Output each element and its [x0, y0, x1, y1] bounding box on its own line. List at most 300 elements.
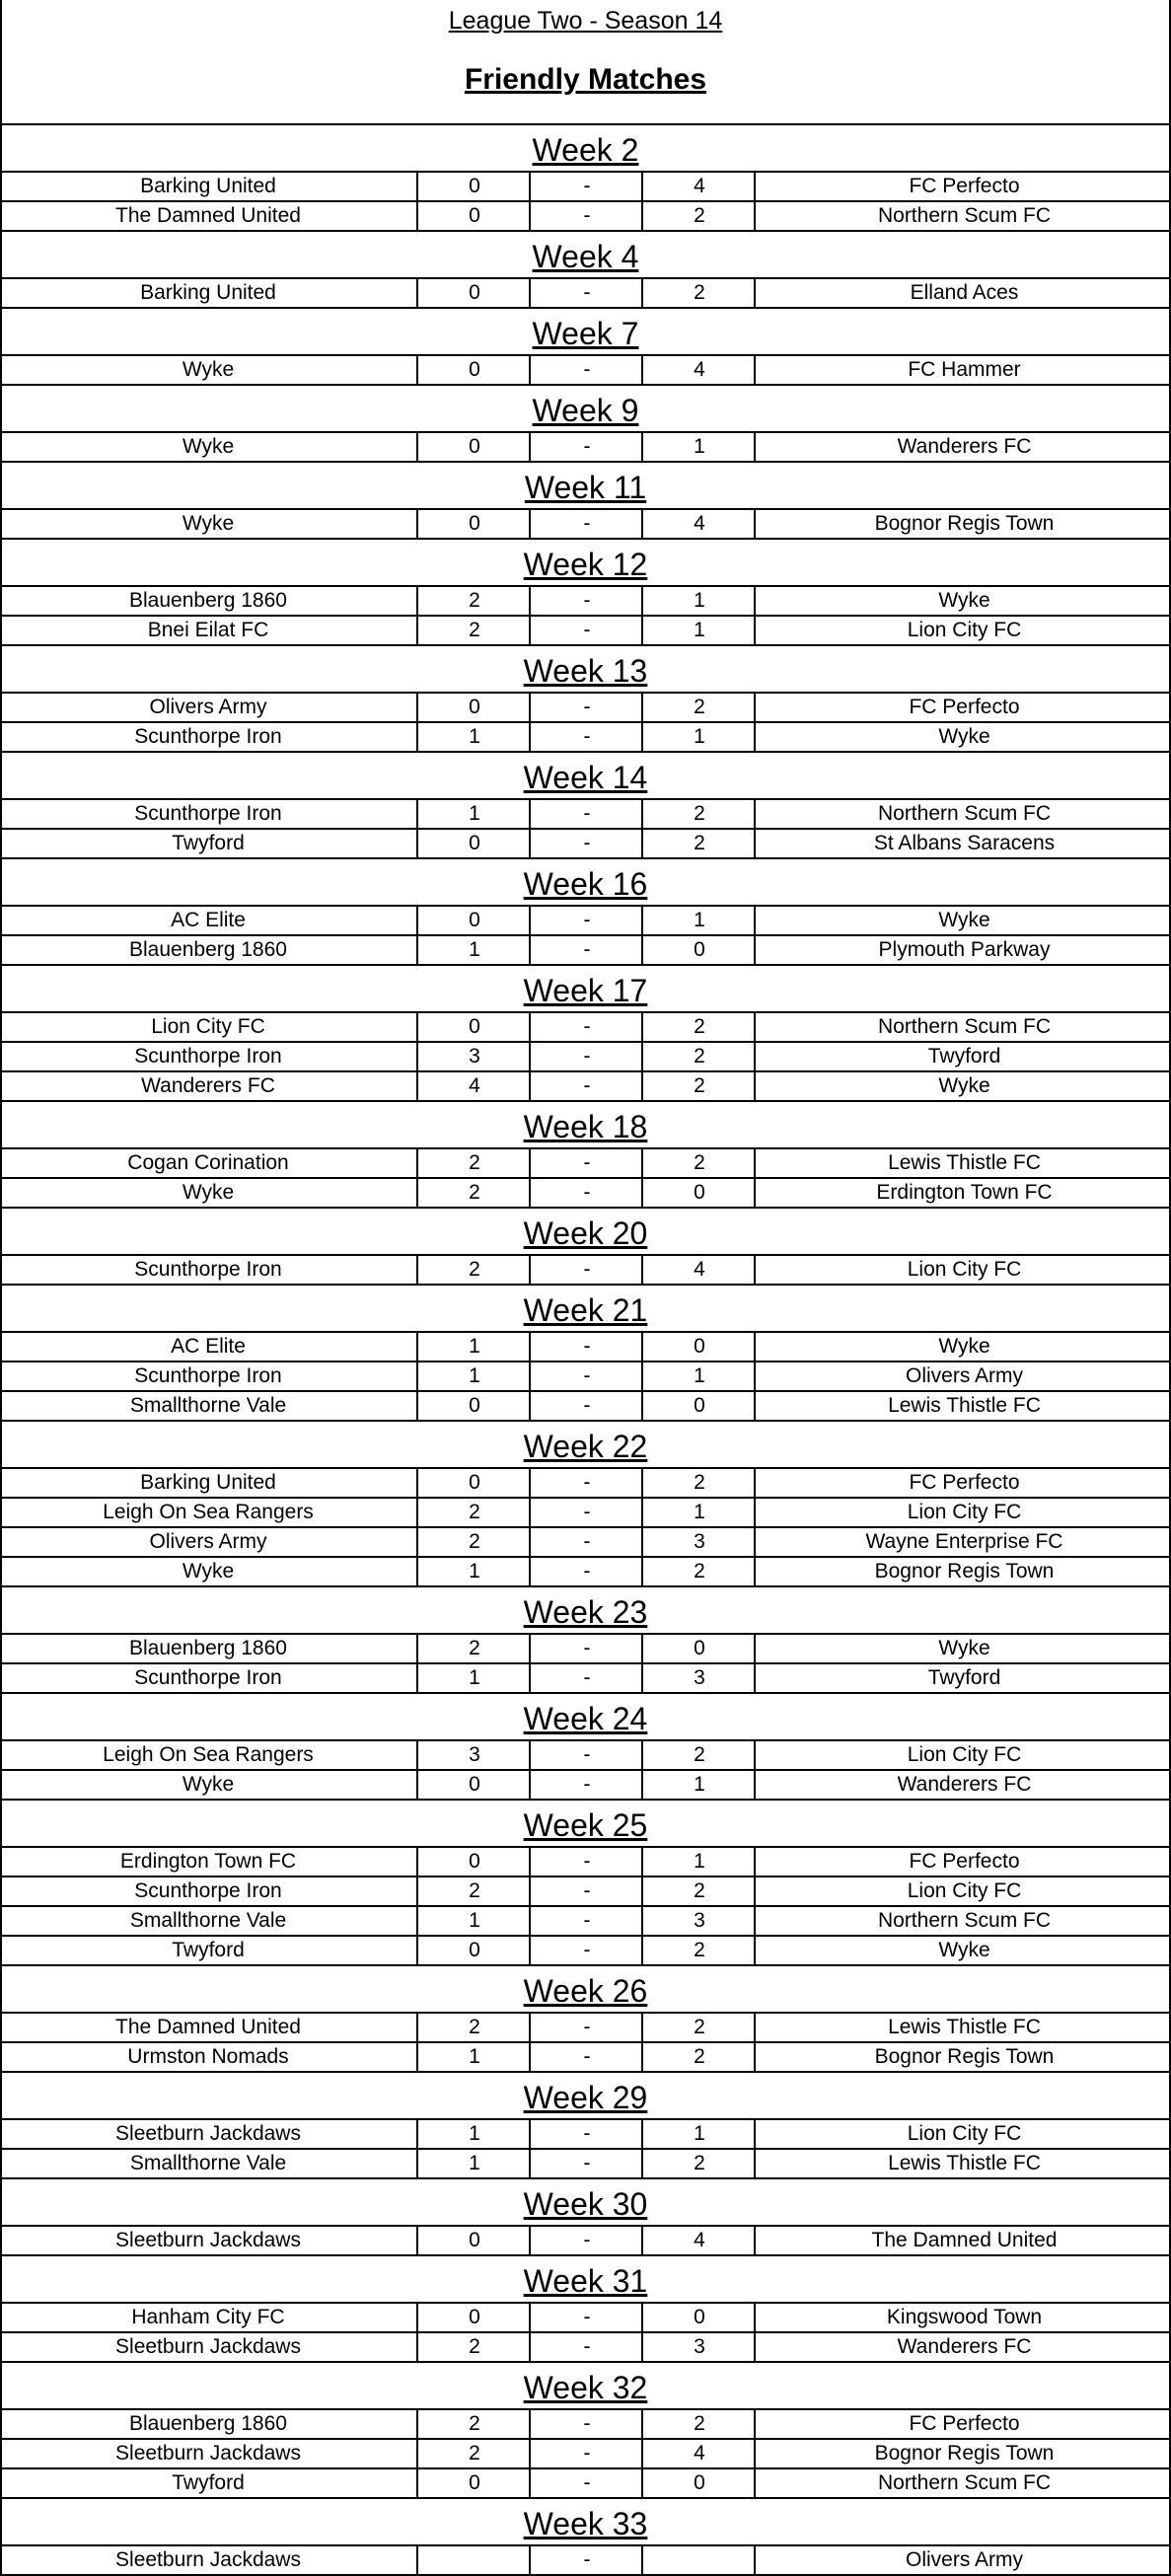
- score-separator: -: [529, 723, 643, 751]
- home-team: Scunthorpe Iron: [134, 1666, 282, 1689]
- score-separator: -: [529, 2410, 643, 2438]
- away-team: Bognor Regis Town: [754, 2043, 1171, 2071]
- away-score: 1: [641, 1771, 756, 1799]
- home-score: 0: [416, 1848, 531, 1876]
- home-team: Twyford: [172, 1939, 245, 1961]
- away-score: 0: [641, 936, 756, 964]
- home-score: 1: [416, 1333, 531, 1361]
- home-team: Smallthorne Vale: [129, 2152, 287, 2174]
- match-row: [0, 615, 1171, 644]
- score-separator: -: [529, 1771, 643, 1799]
- score-separator: -: [529, 2440, 643, 2467]
- home-score: 4: [416, 1072, 531, 1100]
- away-team: Wyke: [754, 1333, 1171, 1361]
- away-score: 1: [641, 1848, 756, 1876]
- away-team: Elland Aces: [754, 279, 1171, 307]
- away-team: The Damned United: [754, 2227, 1171, 2254]
- score-separator: -: [529, 1848, 643, 1876]
- home-team: The Damned United: [115, 2016, 301, 2038]
- home-score: 0: [416, 2304, 531, 2331]
- home-score: 2: [416, 1179, 531, 1207]
- home-score: 0: [416, 173, 531, 200]
- page-title: Friendly Matches: [464, 63, 707, 96]
- score-separator: -: [529, 2333, 643, 2361]
- score-separator: -: [529, 433, 643, 461]
- home-team: Erdington Town FC: [119, 1850, 297, 1873]
- match-row: [0, 828, 1171, 857]
- match-row: [0, 1556, 1171, 1585]
- score-separator: -: [529, 1256, 643, 1284]
- week-heading: Week 18: [0, 1100, 1171, 1147]
- score-separator: -: [529, 2120, 643, 2148]
- match-row: [0, 1769, 1171, 1799]
- home-score: 2: [416, 1635, 531, 1662]
- home-team: Blauenberg 1860: [129, 2412, 287, 2435]
- away-team: Wayne Enterprise FC: [754, 1528, 1171, 1556]
- match-row: [0, 2331, 1171, 2361]
- home-score: 2: [416, 1877, 531, 1905]
- away-score: 0: [641, 2304, 756, 2331]
- away-team: Wyke: [754, 1635, 1171, 1662]
- home-team: Wyke: [182, 358, 235, 381]
- home-score: 1: [416, 1907, 531, 1935]
- away-team: FC Perfecto: [754, 173, 1171, 200]
- score-separator: -: [529, 1664, 643, 1692]
- week-heading: Week 9: [0, 384, 1171, 431]
- week-heading: Week 14: [0, 751, 1171, 798]
- away-team: Lewis Thistle FC: [754, 2150, 1171, 2177]
- score-separator: -: [529, 1179, 643, 1207]
- score-separator: -: [529, 2546, 643, 2574]
- match-row: [0, 2438, 1171, 2467]
- away-score: 0: [641, 2469, 756, 2497]
- away-team: Lewis Thistle FC: [754, 1392, 1171, 1420]
- match-row: [0, 1497, 1171, 1526]
- home-score: 1: [416, 1558, 531, 1585]
- home-team: Sleetburn Jackdaws: [115, 2229, 301, 2251]
- away-score: 0: [641, 1179, 756, 1207]
- home-team: AC Elite: [171, 909, 246, 931]
- score-separator: -: [529, 173, 643, 200]
- week-heading: Week 4: [0, 230, 1171, 277]
- score-separator: -: [529, 617, 643, 644]
- away-score: 2: [641, 1937, 756, 1964]
- home-score: 0: [416, 2227, 531, 2254]
- home-team: Barking United: [140, 175, 276, 197]
- score-separator: -: [529, 1558, 643, 1585]
- score-separator: -: [529, 1907, 643, 1935]
- match-row: [0, 1633, 1171, 1662]
- away-team: Wyke: [754, 723, 1171, 751]
- home-score: [416, 2546, 531, 2574]
- away-team: Lion City FC: [754, 617, 1171, 644]
- away-score: 4: [641, 2440, 756, 2467]
- week-heading: Week 23: [0, 1585, 1171, 1633]
- home-team: Barking United: [140, 1471, 276, 1494]
- match-row: [0, 1177, 1171, 1207]
- score-separator: -: [529, 279, 643, 307]
- score-separator: -: [529, 1528, 643, 1556]
- home-team: Twyford: [172, 832, 245, 854]
- away-team: Lewis Thistle FC: [754, 2014, 1171, 2041]
- away-score: 1: [641, 723, 756, 751]
- home-score: 1: [416, 800, 531, 828]
- match-row: [0, 431, 1171, 461]
- home-score: 2: [416, 2440, 531, 2467]
- score-separator: -: [529, 202, 643, 230]
- away-score: 1: [641, 617, 756, 644]
- score-separator: -: [529, 936, 643, 964]
- away-team: Wanderers FC: [754, 1771, 1171, 1799]
- home-score: 0: [416, 1013, 531, 1041]
- score-separator: -: [529, 1392, 643, 1420]
- match-row: [0, 2148, 1171, 2177]
- home-team: Olivers Army: [149, 1530, 267, 1553]
- match-row: [0, 1041, 1171, 1070]
- match-row: [0, 2041, 1171, 2071]
- match-row: [0, 905, 1171, 934]
- home-team: Wyke: [182, 435, 235, 458]
- match-row: [0, 1147, 1171, 1177]
- home-score: 2: [416, 1499, 531, 1526]
- away-score: 2: [641, 1149, 756, 1177]
- home-team: Scunthorpe Iron: [134, 1879, 282, 1902]
- score-separator: -: [529, 1333, 643, 1361]
- home-score: 0: [416, 510, 531, 538]
- away-score: 3: [641, 2333, 756, 2361]
- week-heading: Week 25: [0, 1799, 1171, 1846]
- away-team: Wanderers FC: [754, 2333, 1171, 2361]
- home-team: Blauenberg 1860: [129, 1637, 287, 1659]
- away-score: 2: [641, 2014, 756, 2041]
- home-team: Urmston Nomads: [127, 2045, 289, 2068]
- home-team: Bnei Eilat FC: [147, 619, 269, 641]
- away-team: Northern Scum FC: [754, 202, 1171, 230]
- away-score: 2: [641, 2150, 756, 2177]
- away-score: 2: [641, 2043, 756, 2071]
- score-separator: -: [529, 2304, 643, 2331]
- home-score: 0: [416, 830, 531, 857]
- match-row: [0, 1254, 1171, 1284]
- match-row: [0, 2408, 1171, 2438]
- home-team: Smallthorne Vale: [129, 1394, 287, 1417]
- score-separator: -: [529, 587, 643, 615]
- away-team: Northern Scum FC: [754, 2469, 1171, 2497]
- match-row: [0, 692, 1171, 721]
- score-separator: -: [529, 1635, 643, 1662]
- home-score: 0: [416, 1937, 531, 1964]
- home-score: 1: [416, 936, 531, 964]
- away-score: [641, 2546, 756, 2574]
- away-team: Bognor Regis Town: [754, 2440, 1171, 2467]
- home-score: 0: [416, 2469, 531, 2497]
- match-row: [0, 1739, 1171, 1769]
- score-separator: -: [529, 800, 643, 828]
- away-score: 3: [641, 1664, 756, 1692]
- home-score: 2: [416, 2410, 531, 2438]
- away-team: FC Perfecto: [754, 2410, 1171, 2438]
- away-score: 0: [641, 1333, 756, 1361]
- away-team: St Albans Saracens: [754, 830, 1171, 857]
- week-heading: Week 29: [0, 2071, 1171, 2118]
- week-heading: Week 2: [0, 123, 1171, 171]
- away-score: 4: [641, 1256, 756, 1284]
- home-score: 2: [416, 617, 531, 644]
- match-row: [0, 1070, 1171, 1100]
- away-team: Olivers Army: [754, 1362, 1171, 1390]
- match-row: [0, 200, 1171, 230]
- away-score: 2: [641, 1013, 756, 1041]
- match-row: [0, 2467, 1171, 2497]
- away-team: Wyke: [754, 1072, 1171, 1100]
- score-separator: -: [529, 2150, 643, 2177]
- score-separator: -: [529, 1072, 643, 1100]
- match-row: [0, 1011, 1171, 1041]
- week-heading: Week 12: [0, 538, 1171, 585]
- away-score: 2: [641, 1741, 756, 1769]
- home-score: 2: [416, 1256, 531, 1284]
- away-team: Wyke: [754, 1937, 1171, 1964]
- home-team: Leigh On Sea Rangers: [103, 1743, 314, 1766]
- away-score: 1: [641, 2120, 756, 2148]
- score-separator: -: [529, 510, 643, 538]
- home-team: Leigh On Sea Rangers: [103, 1501, 314, 1523]
- home-team: Wyke: [182, 1560, 235, 1582]
- match-row: [0, 2302, 1171, 2331]
- match-row: [0, 1526, 1171, 1556]
- home-score: 3: [416, 1043, 531, 1070]
- match-row: [0, 721, 1171, 751]
- match-row: [0, 1662, 1171, 1692]
- home-team: Blauenberg 1860: [129, 589, 287, 612]
- away-score: 1: [641, 1499, 756, 1526]
- home-score: 0: [416, 279, 531, 307]
- away-team: FC Perfecto: [754, 1469, 1171, 1497]
- away-team: Lion City FC: [754, 1256, 1171, 1284]
- match-row: [0, 1846, 1171, 1876]
- home-team: Scunthorpe Iron: [134, 1364, 282, 1387]
- match-row: [0, 1390, 1171, 1420]
- away-team: Northern Scum FC: [754, 1013, 1171, 1041]
- away-team: Lion City FC: [754, 1741, 1171, 1769]
- week-heading: Week 32: [0, 2361, 1171, 2408]
- score-separator: -: [529, 1877, 643, 1905]
- away-score: 1: [641, 587, 756, 615]
- home-score: 1: [416, 1362, 531, 1390]
- home-team: Sleetburn Jackdaws: [115, 2122, 301, 2145]
- home-team: Wyke: [182, 1773, 235, 1796]
- home-score: 1: [416, 2120, 531, 2148]
- home-team: Wyke: [182, 1181, 235, 1204]
- away-score: 2: [641, 830, 756, 857]
- home-team: Scunthorpe Iron: [134, 1045, 282, 1067]
- match-row: [0, 171, 1171, 200]
- home-score: 0: [416, 356, 531, 384]
- away-team: Northern Scum FC: [754, 800, 1171, 828]
- score-separator: -: [529, 1149, 643, 1177]
- match-row: [0, 2012, 1171, 2041]
- away-score: 1: [641, 907, 756, 934]
- home-team: Scunthorpe Iron: [134, 725, 282, 748]
- match-row: [0, 1331, 1171, 1361]
- away-team: Kingswood Town: [754, 2304, 1171, 2331]
- home-team: Olivers Army: [149, 696, 267, 718]
- match-row: [0, 1935, 1171, 1964]
- home-score: 2: [416, 2333, 531, 2361]
- home-team: Cogan Corination: [127, 1151, 289, 1174]
- away-team: Bognor Regis Town: [754, 1558, 1171, 1585]
- away-team: Lion City FC: [754, 1877, 1171, 1905]
- match-row: [0, 1467, 1171, 1497]
- home-team: Sleetburn Jackdaws: [115, 2548, 301, 2571]
- score-separator: -: [529, 907, 643, 934]
- away-score: 2: [641, 279, 756, 307]
- week-heading: Week 17: [0, 964, 1171, 1011]
- week-heading: Week 11: [0, 461, 1171, 508]
- away-team: FC Perfecto: [754, 1848, 1171, 1876]
- away-score: 0: [641, 1635, 756, 1662]
- score-separator: -: [529, 2469, 643, 2497]
- away-team: Wyke: [754, 587, 1171, 615]
- home-score: 2: [416, 2014, 531, 2041]
- week-heading: Week 33: [0, 2497, 1171, 2544]
- home-score: 2: [416, 587, 531, 615]
- away-score: 4: [641, 2227, 756, 2254]
- home-score: 0: [416, 202, 531, 230]
- away-team: FC Hammer: [754, 356, 1171, 384]
- away-team: Plymouth Parkway: [754, 936, 1171, 964]
- away-score: 2: [641, 694, 756, 721]
- away-score: 4: [641, 173, 756, 200]
- home-team: Wanderers FC: [141, 1074, 275, 1097]
- away-score: 2: [641, 202, 756, 230]
- match-row: [0, 277, 1171, 307]
- week-heading: Week 31: [0, 2254, 1171, 2302]
- week-heading: Week 7: [0, 307, 1171, 354]
- score-separator: -: [529, 2043, 643, 2071]
- away-score: 4: [641, 356, 756, 384]
- home-team: Blauenberg 1860: [129, 938, 287, 961]
- score-separator: -: [529, 2014, 643, 2041]
- away-score: 2: [641, 1558, 756, 1585]
- away-team: Northern Scum FC: [754, 1907, 1171, 1935]
- match-row: [0, 1876, 1171, 1905]
- home-score: 1: [416, 2150, 531, 2177]
- score-separator: -: [529, 1937, 643, 1964]
- match-row: [0, 2544, 1171, 2576]
- home-team: Smallthorne Vale: [129, 1909, 287, 1932]
- away-team: Bognor Regis Town: [754, 510, 1171, 538]
- home-team: Barking United: [140, 281, 276, 304]
- home-score: 0: [416, 1392, 531, 1420]
- match-row: [0, 798, 1171, 828]
- home-team: Sleetburn Jackdaws: [115, 2442, 301, 2465]
- away-team: Twyford: [754, 1043, 1171, 1070]
- league-title: League Two - Season 14: [448, 7, 723, 35]
- week-heading: Week 26: [0, 1964, 1171, 2012]
- home-team: Scunthorpe Iron: [134, 802, 282, 825]
- home-score: 0: [416, 694, 531, 721]
- home-team: Hanham City FC: [131, 2306, 285, 2328]
- match-row: [0, 585, 1171, 615]
- match-row: [0, 1905, 1171, 1935]
- away-score: 2: [641, 1072, 756, 1100]
- week-heading: Week 24: [0, 1692, 1171, 1739]
- score-separator: -: [529, 694, 643, 721]
- score-separator: -: [529, 2227, 643, 2254]
- away-team: Wyke: [754, 907, 1171, 934]
- away-team: Lion City FC: [754, 1499, 1171, 1526]
- home-score: 1: [416, 2043, 531, 2071]
- away-team: FC Perfecto: [754, 694, 1171, 721]
- away-team: Wanderers FC: [754, 433, 1171, 461]
- away-team: Twyford: [754, 1664, 1171, 1692]
- home-score: 0: [416, 1469, 531, 1497]
- score-separator: -: [529, 1013, 643, 1041]
- away-score: 2: [641, 1469, 756, 1497]
- home-team: Scunthorpe Iron: [134, 1258, 282, 1281]
- away-team: Lewis Thistle FC: [754, 1149, 1171, 1177]
- week-heading: Week 21: [0, 1284, 1171, 1331]
- home-score: 1: [416, 723, 531, 751]
- home-score: 0: [416, 1771, 531, 1799]
- match-row: [0, 934, 1171, 964]
- away-score: 2: [641, 1877, 756, 1905]
- week-heading: Week 13: [0, 644, 1171, 692]
- match-row: [0, 508, 1171, 538]
- away-score: 2: [641, 800, 756, 828]
- away-score: 1: [641, 433, 756, 461]
- week-heading: Week 30: [0, 2177, 1171, 2225]
- away-score: 3: [641, 1528, 756, 1556]
- home-score: 1: [416, 1664, 531, 1692]
- score-separator: -: [529, 1362, 643, 1390]
- week-heading: Week 22: [0, 1420, 1171, 1467]
- score-separator: -: [529, 830, 643, 857]
- home-score: 3: [416, 1741, 531, 1769]
- home-team: Twyford: [172, 2471, 245, 2494]
- away-score: 2: [641, 1043, 756, 1070]
- home-team: The Damned United: [115, 204, 301, 227]
- score-separator: -: [529, 1469, 643, 1497]
- week-heading: Week 20: [0, 1207, 1171, 1254]
- match-row: [0, 2225, 1171, 2254]
- home-team: Wyke: [182, 512, 235, 535]
- score-separator: -: [529, 1499, 643, 1526]
- home-score: 2: [416, 1149, 531, 1177]
- home-team: Sleetburn Jackdaws: [115, 2335, 301, 2358]
- home-team: Lion City FC: [151, 1015, 265, 1038]
- away-score: 4: [641, 510, 756, 538]
- score-separator: -: [529, 356, 643, 384]
- home-team: AC Elite: [171, 1335, 246, 1358]
- match-row: [0, 1361, 1171, 1390]
- score-separator: -: [529, 1043, 643, 1070]
- week-heading: Week 16: [0, 857, 1171, 905]
- away-score: 2: [641, 2410, 756, 2438]
- match-row: [0, 354, 1171, 384]
- away-score: 0: [641, 1392, 756, 1420]
- away-score: 1: [641, 1362, 756, 1390]
- away-team: Lion City FC: [754, 2120, 1171, 2148]
- away-team: Olivers Army: [754, 2546, 1171, 2574]
- home-score: 2: [416, 1528, 531, 1556]
- away-team: Erdington Town FC: [754, 1179, 1171, 1207]
- away-score: 3: [641, 1907, 756, 1935]
- home-score: 0: [416, 433, 531, 461]
- score-separator: -: [529, 1741, 643, 1769]
- match-row: [0, 2118, 1171, 2148]
